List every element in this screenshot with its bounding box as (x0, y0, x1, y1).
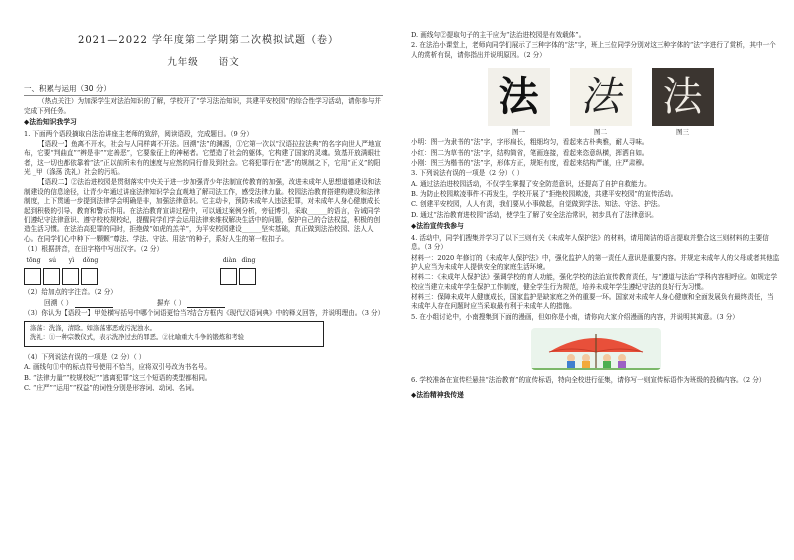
item-bingqi: 摒弃（ ） (156, 298, 186, 307)
answer-box[interactable] (24, 268, 41, 285)
subject-label: 语文 (218, 57, 240, 69)
option-3c: C. 创建平安校园，人人有责，我们要从小事做起，自觉做到学法、知法、守法、护法。 (411, 200, 664, 209)
option-3b: B. 为防止校园欺凌事件不再发生，学校开展了“拒绝校园欺凌，共建平安校园”的宣传活动。 (411, 190, 678, 199)
figure-label-3: 图三 (676, 128, 689, 137)
answer-blank[interactable] (187, 301, 225, 308)
option-3d: D. 通过“法治教育进校园”活动，使学生了解了安全法治常识，初步具有了法律意识。 (411, 210, 658, 219)
option-3a: A. 通过法治进校园活动，不仅学生掌握了安全防范意识，还提高了自护自救能力。 (411, 179, 651, 188)
dict-entry-2: 洗礼：①一种宗教仪式，表示洗净过去的罪恶。②比喻重大斗争的锻炼和考验 (30, 334, 245, 342)
calligraphy-images (421, 68, 780, 126)
calligraphy-labels (421, 128, 780, 137)
option-d: D. 画线句②提取句子的主干应为“法治进校园是有效载体”。 (411, 31, 586, 39)
figure-label-1: 图一 (512, 128, 525, 137)
exam-title: 2021—2022 学年度第二学期第二次模拟试题（卷） (77, 35, 340, 46)
calligraphy-regular-image: 法 (652, 68, 714, 126)
section-1-title: 一、积累与运用（30 分） (24, 84, 383, 97)
question-4: 4. 活动中，同学们搜集并学习了以下三则有关《未成年人保护法》的材料，请用简洁的语言提取并整合这三则材料的主要信息。（3 分） (411, 233, 769, 252)
figure-label-2: 图二 (594, 128, 607, 137)
passage-2: 【语段二】②法治进校园是贯彻落实中央关于进一步加强青少年法制宣传教育的加强，改进未成年人思想道德建设和法制建设的信息途径，让青少年通过讲座法律知识学会直观地了解司法工作，感受法律力量。校园法治教育搭建构建设和法律制度，上下贯通一步提到法律学会明确是非，加强法律意识。它主动卡，预防未成年人违法犯罪，对未成年人身心健康成长起到积极的引导、教育和警示作用。在法治教育宣讲过程中，可以通过案例分析，旁征博引，采取______的语言，告诫同学们遵纪守法律意识、遵守校校规校纪，提醒同学们学会运用法律来维权解决生活中的问题，保护自己的合法权益，积极的创造生活习惯。在法治高犯罪的同时，拒绝做“如虎的羔羊”，为平安校园建设______坚实基础，真正做到法治校园、法人人心。在同学们心中种下一颗颗“尊法、学法、守法、用法”的种子，系好人生的第一粒扣子。 (24, 178, 381, 243)
right-column (397, 0, 794, 560)
comment-xiaohong: 小红：图二为草书的“法”字，结构简省，笔画连接，看起来恣意纵横，挥洒自如。 (411, 148, 649, 157)
subsection-learn: ◆法治知识我学习 (24, 118, 77, 127)
pinyin-4: dǒng (82, 257, 99, 265)
option-c: C. “庄严”“运用”“权益”的词性分别是形容词、动词、名词。 (24, 384, 199, 393)
option-b: B. “法律力量”“校规校纪”“逃离犯罪”这三个短语的类型都相同。 (24, 373, 212, 382)
answer-box[interactable] (220, 268, 237, 285)
question-5: 5. 在小组讨论中，小南搜集到下面的漫画，但如你是小南，请你向大家介绍漫画的内容，并说明其寓意。（3 分） (411, 312, 739, 321)
question-3: 3. 下列说法有误的一项是（2 分）（ ） (411, 169, 524, 178)
answer-box[interactable] (62, 268, 79, 285)
subsection-promote: ◆法治宣传我参与 (411, 222, 464, 231)
exam-subtitle (24, 56, 383, 69)
subsection-spread: ◆法治精神我传递 (411, 391, 464, 400)
answer-blank[interactable] (75, 301, 113, 308)
material-1: 材料一：2020 年修订的《未成年人保护法》中，强化监护人的第一责任人意识是重要内容。并规定未成年人的父母或者其他监护人应当为未成年人提供安全的家庭生活环境。 (411, 253, 780, 271)
question-1-2: （2）给加点的字注音。（2 分） (24, 288, 117, 297)
calligraphy-clerical-image: 法 (488, 68, 550, 126)
calligraphy-cursive-image: 法 (570, 68, 632, 126)
pinyin-6: dìng (241, 257, 256, 265)
dict-entry-1: 涤荡：洗涤，清除。如涤荡邪恶或污泥浊水。 (30, 325, 156, 333)
question-6: 6. 学校准备在宣传栏悬挂“法治教育”的宣传标语，特向全校进行征集，请你写一则宣传标语作为班级的投稿内容。（2 分） (411, 376, 766, 385)
question-1-3: （3）你认为【语段一】甲处横写括号中哪个词语更恰当?结合方框内《现代汉语词典》中的释义回答，并说明理由。（3 分） (24, 308, 385, 317)
material-2: 材料二：《未成年人保护法》强调学校的育人功能，强化学校的法治宣传教育责任，与“遵道与法治”学科内容相呼应。如规定学校应当建立未成年学生保护工作制度，健全学生行为规范，培养未成年学生遵纪守法的良好行为习惯。 (411, 273, 778, 291)
comment-xiaoming: 小明：图一为隶书的“法”字，字形扁长，粗细均匀，看起来古朴典雅，耐人寻味。 (411, 138, 649, 147)
pinyin-2: sú (48, 257, 57, 265)
cartoon-image (531, 328, 661, 370)
answer-box[interactable] (81, 268, 98, 285)
activity-intro: （热点关注）为加深学生对法治知识的了解，学校开了“学习法治知识，共建平安校园”的综合性学习活动，请你参与并完成下列任务。 (24, 97, 382, 115)
pinyin-3: yì (68, 257, 75, 265)
grade-label: 九年级 (167, 57, 199, 69)
material-3: 材料三：保障未成年人健康成长，国家监护是缺家庭之外的重要一环。国家对未成年人身心健康和全面发展负有最终责任，当未成年人存在问题时应当采取最有利于未成年人的措施。 (411, 292, 774, 311)
question-1-4: （4）下列说法有误的一项是（2 分）（ ） (24, 353, 146, 362)
passage-1: 【语段一】鱼离不开水，社会与人同样离不开法。回溯“法”的渊源，①它第一次以“汉语拉拉法典”的名字向世人严地宣布，它要“判曲直”“辨是非”“定善恶”，它要象征上的神秘者。它塑造了社会的躯体，它构建了国家的灵魂。致基开放满眼壮者，这一切也都依靠着“法”正以前所未有的速度与应然的同行普及到社会。它将犯罪行在“恶”的规制之下，它用“正义”的阳光 _甲（涤荡 洗礼）社会的污垢。 (24, 140, 382, 177)
pinyin-5: diàn (222, 257, 237, 265)
comment-xiaogang: 小刚：图三为楷书的“法”字，形体方正，规矩有度，看起来结构严谨，庄严肃穆。 (411, 159, 649, 168)
question-1-1: （1）根据拼音，在田字格中写出汉字。（2 分） (24, 244, 164, 253)
question-2: 2. 在法治小课堂上，老师向同学们展示了三种字体的“法”字，班上三位同学分别对这三种字体的“法”字进行了赏析，其中一个人的赏析有误，请你指出并说明原因。（2 分） (411, 41, 776, 59)
answer-box[interactable] (43, 268, 60, 285)
answer-box[interactable] (239, 268, 256, 285)
option-a: A. 画线句①中的标点符号使用不恰当，应将双引号改为书名号。 (24, 363, 211, 372)
question-1-2-items (24, 299, 383, 308)
item-huisu: 回溯（ ） (44, 298, 73, 307)
dictionary-box (24, 321, 324, 347)
answer-grid (24, 268, 383, 285)
pinyin-row (24, 257, 383, 266)
question-1: 1. 下面两个语段摘取自法治讲座主老师的致辞，阅读语段，完成题目。（9 分） (24, 129, 253, 138)
pinyin-1: tōng (26, 257, 41, 265)
